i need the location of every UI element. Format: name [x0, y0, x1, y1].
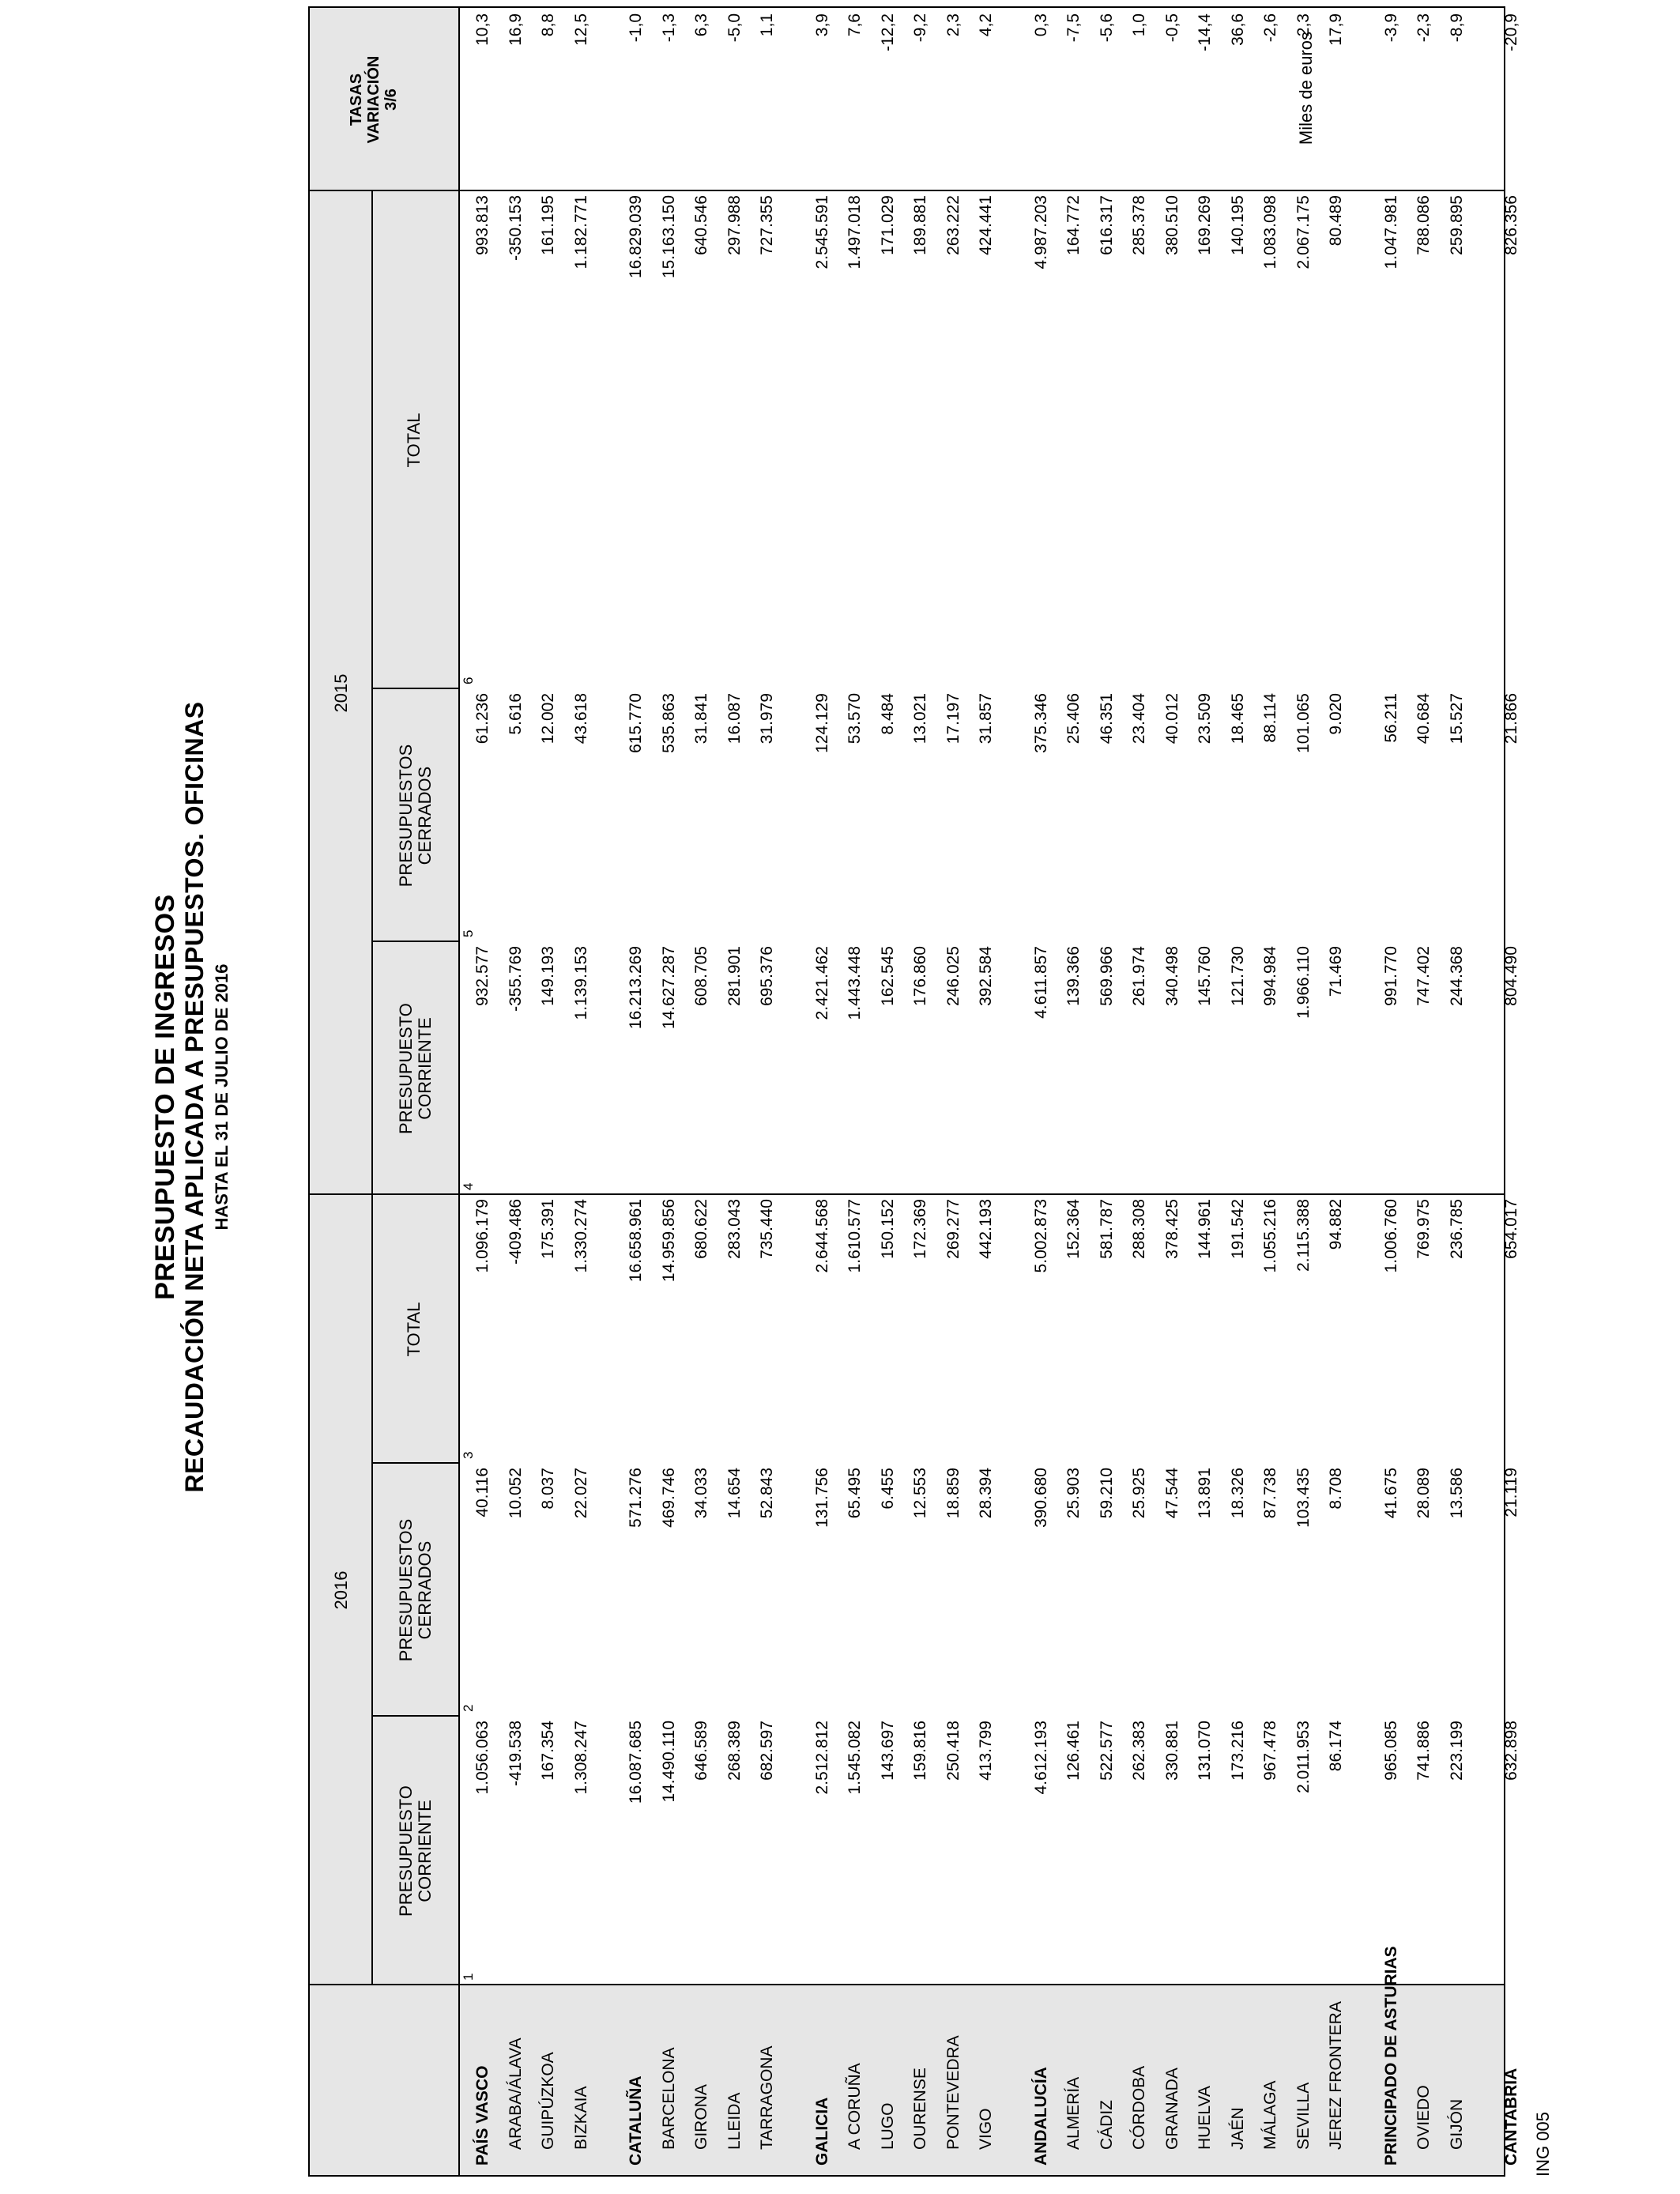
cell-value: 25.903 — [1064, 1468, 1083, 1519]
row-name: OVIEDO — [1414, 2085, 1433, 2150]
cell-value: 7,6 — [846, 13, 864, 37]
cell-value: 632.898 — [1502, 1721, 1520, 1781]
table-row — [943, 8, 965, 2175]
cell-value: 1.966.110 — [1294, 946, 1313, 1019]
cell-value: 1.139.153 — [571, 946, 590, 1020]
cell-value: 6.455 — [878, 1468, 897, 1510]
cell-value: 34.033 — [692, 1468, 710, 1519]
cell-value: -1,3 — [659, 13, 678, 43]
cell-value: 131.070 — [1196, 1721, 1214, 1781]
cell-value: 1.330.274 — [571, 1199, 590, 1273]
cell-value: 40.684 — [1414, 693, 1433, 745]
table-row — [975, 8, 997, 2175]
cell-value: 16.658.961 — [627, 1199, 645, 1283]
cell-value: 1.545.082 — [846, 1721, 864, 1795]
cell-value: 10.052 — [506, 1468, 525, 1519]
row-name: PAÍS VASCO — [473, 2065, 492, 2166]
table-row — [625, 8, 647, 2175]
cell-value: 283.043 — [725, 1199, 744, 1259]
cell-value: 380.510 — [1162, 195, 1181, 255]
cell-value: 9.020 — [1327, 693, 1345, 735]
cell-value: 131.756 — [812, 1468, 831, 1528]
header-line: VARIACIÓN — [365, 55, 382, 144]
cell-value: 59.210 — [1097, 1468, 1116, 1519]
table-row — [812, 8, 834, 2175]
table-row — [1260, 8, 1282, 2175]
cell-value: 262.383 — [1130, 1721, 1148, 1781]
header-line: 3/6 — [382, 89, 400, 111]
cell-value: 56.211 — [1381, 693, 1400, 743]
cell-value: 175.391 — [539, 1199, 557, 1259]
cell-value: 1.083.098 — [1261, 195, 1279, 270]
cell-value: 191.542 — [1228, 1199, 1247, 1259]
cell-value: 569.966 — [1097, 946, 1116, 1006]
cell-value: 246.025 — [944, 946, 962, 1006]
cell-value: 140.195 — [1228, 195, 1247, 255]
header-line: CERRADOS — [415, 766, 435, 865]
report-title: PRESUPUESTO DE INGRESOS — [150, 894, 180, 1300]
cell-value: 15.527 — [1447, 693, 1466, 745]
cell-value: 2.512.812 — [812, 1721, 831, 1795]
cell-value: 162.545 — [878, 946, 897, 1006]
cell-value: 535.863 — [659, 693, 678, 753]
cell-value: 124.129 — [812, 693, 831, 753]
cell-value: 263.222 — [944, 195, 962, 255]
column-number: 4 — [461, 1182, 476, 1190]
table-row — [472, 8, 494, 2175]
header-line: PRESUPUESTO — [396, 1785, 416, 1917]
report-date: HASTA EL 31 DE JULIO DE 2016 — [212, 963, 232, 1231]
cell-value: 43.618 — [571, 693, 590, 745]
cell-value: 616.317 — [1097, 195, 1116, 255]
cell-value: -12,2 — [878, 13, 897, 51]
cell-value: 40.116 — [473, 1468, 492, 1517]
cell-value: 1.006.760 — [1381, 1199, 1400, 1273]
cell-value: 14.654 — [725, 1468, 744, 1519]
cell-value: 1.308.247 — [571, 1721, 590, 1795]
cell-value: 18.465 — [1228, 693, 1247, 745]
cell-value: 640.546 — [692, 195, 710, 255]
row-name: GIJÓN — [1447, 2098, 1466, 2150]
cell-value: 14.959.856 — [659, 1199, 678, 1283]
cell-value: 16.087 — [725, 693, 744, 745]
table-row — [910, 8, 932, 2175]
cell-value: 469.746 — [659, 1468, 678, 1528]
cell-value: 269.277 — [944, 1199, 962, 1259]
cell-value: 21.119 — [1502, 1468, 1520, 1517]
table-row — [1063, 8, 1085, 2175]
column-number: 5 — [461, 929, 476, 937]
row-name: PRINCIPADO DE ASTURIAS — [1381, 1946, 1400, 2166]
cell-value: 680.622 — [692, 1199, 710, 1259]
cell-value: 4.611.857 — [1031, 946, 1050, 1019]
cell-value: 18.326 — [1228, 1468, 1247, 1519]
cell-value: 28.089 — [1414, 1468, 1433, 1519]
table-row — [1162, 8, 1184, 2175]
cell-value: 2.011.953 — [1294, 1721, 1313, 1793]
cell-value: -350.153 — [506, 195, 525, 261]
cell-value: 47.544 — [1162, 1468, 1181, 1519]
cell-value: 87.738 — [1261, 1468, 1279, 1519]
cell-value: 28.394 — [977, 1468, 995, 1519]
cell-value: 375.346 — [1031, 693, 1050, 753]
cell-value: 1.047.981 — [1381, 195, 1400, 270]
cell-value: 2,3 — [944, 13, 962, 37]
cell-value: 2.644.568 — [812, 1199, 831, 1273]
cell-value: 159.816 — [911, 1721, 929, 1781]
cell-value: 424.441 — [977, 195, 995, 255]
table-row — [1325, 8, 1347, 2175]
table-row — [505, 8, 527, 2175]
cell-value: 164.772 — [1064, 195, 1083, 255]
cell-value: 173.216 — [1228, 1721, 1247, 1781]
cell-value: 15.163.150 — [659, 195, 678, 279]
header-line: CORRIENTE — [415, 1017, 435, 1120]
table-row — [1128, 8, 1151, 2175]
cell-value: -7,5 — [1064, 13, 1083, 43]
header-line: PRESUPUESTO — [396, 1003, 416, 1134]
cell-value: 4,2 — [977, 13, 995, 37]
cell-value: 6,3 — [692, 13, 710, 37]
cell-value: 12.553 — [911, 1468, 929, 1519]
cell-value: 161.195 — [539, 195, 557, 255]
cell-value: -0,5 — [1162, 13, 1181, 43]
total-2015-header: TOTAL — [404, 413, 424, 468]
row-name: CÁDIZ — [1097, 2100, 1116, 2150]
cell-value: 735.440 — [758, 1199, 776, 1259]
cell-value: -419.538 — [506, 1721, 525, 1786]
row-name: VIGO — [977, 2108, 995, 2150]
cell-value: 172.369 — [911, 1199, 929, 1259]
cell-value: -2,3 — [1414, 13, 1433, 43]
header-line: PRESUPUESTOS — [396, 744, 416, 888]
row-name: ANDALUCÍA — [1031, 2067, 1050, 2166]
cell-value: 150.152 — [878, 1199, 897, 1259]
row-name: MÁLAGA — [1261, 2080, 1279, 2150]
cell-value: 189.881 — [911, 195, 929, 255]
cell-value: 13.891 — [1196, 1468, 1214, 1519]
table-row — [756, 8, 778, 2175]
cell-value: -14,4 — [1196, 13, 1214, 51]
cell-value: 297.988 — [725, 195, 744, 255]
cell-value: 769.975 — [1414, 1199, 1433, 1259]
cell-value: 244.368 — [1447, 946, 1466, 1006]
cell-value: 10,3 — [473, 13, 492, 46]
cell-value: 13.021 — [911, 693, 929, 745]
cell-value: 103.435 — [1294, 1468, 1313, 1528]
table-row — [658, 8, 680, 2175]
cell-value: 36,6 — [1228, 13, 1247, 46]
cell-value: 2.115.388 — [1294, 1199, 1313, 1272]
column-number: 1 — [461, 1973, 476, 1981]
total-2016-header: TOTAL — [404, 1302, 424, 1357]
cell-value: 86.174 — [1327, 1721, 1345, 1772]
year-2016-header: 2016 — [331, 1570, 351, 1610]
table-row — [1381, 8, 1403, 2175]
cell-value: 932.577 — [473, 946, 492, 1006]
row-name: GUIPÚZKOA — [539, 2052, 557, 2150]
row-name: ARABA/ÁLAVA — [506, 2038, 525, 2150]
cell-value: 1,1 — [758, 13, 776, 37]
table-row — [1096, 8, 1118, 2175]
cell-value: 390.680 — [1031, 1468, 1050, 1528]
cell-value: 250.418 — [944, 1721, 962, 1781]
table-row — [724, 8, 746, 2175]
row-name: SEVILLA — [1294, 2082, 1313, 2150]
cell-value: 16.213.269 — [627, 946, 645, 1030]
cell-value: 413.799 — [977, 1721, 995, 1781]
cell-value: 3,9 — [812, 13, 831, 37]
cell-value: -409.486 — [506, 1199, 525, 1265]
cell-value: 126.461 — [1064, 1721, 1083, 1781]
cell-value: 608.705 — [692, 946, 710, 1006]
row-name: CATALUÑA — [627, 2075, 645, 2166]
cell-value: -20,9 — [1502, 13, 1520, 51]
cell-value: 965.085 — [1381, 1721, 1400, 1781]
row-name: CANTABRIA — [1502, 2068, 1520, 2166]
cell-value: 80.489 — [1327, 195, 1345, 247]
cell-value: 8.037 — [539, 1468, 557, 1510]
cell-value: 281.901 — [725, 946, 744, 1006]
cell-value: 169.269 — [1196, 195, 1214, 255]
cell-value: 826.356 — [1502, 195, 1520, 255]
cell-value: 23.404 — [1130, 693, 1148, 745]
cell-value: 1.497.018 — [846, 195, 864, 270]
cell-value: -5,0 — [725, 13, 744, 43]
cell-value: 25.406 — [1064, 693, 1083, 745]
row-name: CÓRDOBA — [1130, 2065, 1148, 2150]
row-name: JEREZ FRONTERA — [1327, 2001, 1345, 2150]
cell-value: 71.469 — [1327, 946, 1345, 997]
table-row — [1446, 8, 1468, 2175]
cell-value: 392.584 — [977, 946, 995, 1006]
cell-value: 2.067.175 — [1294, 195, 1313, 270]
cell-value: -3,9 — [1381, 13, 1400, 43]
cell-value: -2,6 — [1261, 13, 1279, 43]
cell-value: 615.770 — [627, 693, 645, 753]
report-subtitle: RECAUDACIÓN NETA APLICADA A PRESUPUESTOS. OFICINAS — [180, 701, 209, 1493]
cell-value: 144.961 — [1196, 1199, 1214, 1259]
cell-value: 152.364 — [1064, 1199, 1083, 1259]
cell-value: 646.589 — [692, 1721, 710, 1781]
row-name: TARRAGONA — [758, 2045, 776, 2150]
cell-value: 8.708 — [1327, 1468, 1345, 1510]
cell-value: 741.886 — [1414, 1721, 1433, 1781]
cell-value: 993.813 — [473, 195, 492, 255]
cell-value: 2.545.591 — [812, 195, 831, 270]
table-row — [844, 8, 866, 2175]
cell-value: 5.616 — [506, 693, 525, 735]
table-row — [571, 8, 593, 2175]
row-name: A CORUÑA — [846, 2063, 864, 2150]
cell-value: 1,0 — [1130, 13, 1148, 37]
cell-value: 46.351 — [1097, 693, 1116, 745]
cell-value: 4.612.193 — [1031, 1721, 1050, 1795]
cell-value: 23.509 — [1196, 693, 1214, 745]
cell-value: 101.065 — [1294, 693, 1313, 753]
table-row — [1030, 8, 1053, 2175]
cell-value: 378.425 — [1162, 1199, 1181, 1259]
cell-value: 1.443.448 — [846, 946, 864, 1020]
cell-value: 65.495 — [846, 1468, 864, 1519]
cell-value: 442.193 — [977, 1199, 995, 1259]
cell-value: 2.421.462 — [812, 946, 831, 1020]
row-name: GALICIA — [812, 2097, 831, 2166]
cell-value: 1.096.179 — [473, 1199, 492, 1273]
cell-value: 14.490.110 — [659, 1721, 678, 1803]
cell-value: 788.086 — [1414, 195, 1433, 255]
cell-value: 21.866 — [1502, 693, 1520, 745]
row-name: LUGO — [878, 2102, 897, 2150]
header-line: CERRADOS — [415, 1540, 435, 1640]
cell-value: 139.366 — [1064, 946, 1083, 1006]
row-name: GRANADA — [1162, 2068, 1181, 2150]
table-row — [1413, 8, 1435, 2175]
cell-value: 285.378 — [1130, 195, 1148, 255]
cell-value: 5.002.873 — [1031, 1199, 1050, 1273]
row-name: GIRONA — [692, 2084, 710, 2150]
document-code: ING 005 — [1533, 2112, 1553, 2177]
cell-value: 13.586 — [1447, 1468, 1466, 1519]
cell-value: 8.484 — [878, 693, 897, 735]
cell-value: 994.984 — [1261, 946, 1279, 1006]
cell-value: 31.979 — [758, 693, 776, 745]
cell-value: 12,5 — [571, 13, 590, 46]
cell-value: 41.675 — [1381, 1468, 1400, 1519]
cell-value: 1.056.063 — [473, 1721, 492, 1795]
cell-value: 31.841 — [692, 693, 710, 745]
cell-value: -9,2 — [911, 13, 929, 43]
header-line: TASAS — [348, 73, 365, 126]
cell-value: 268.389 — [725, 1721, 744, 1781]
cell-value: 94.882 — [1327, 1199, 1345, 1250]
cell-value: 12.002 — [539, 693, 557, 745]
table-row — [1194, 8, 1216, 2175]
cell-value: 16,9 — [506, 13, 525, 46]
row-name: BARCELONA — [659, 2047, 678, 2150]
cell-value: 31.857 — [977, 693, 995, 745]
cell-value: 40.012 — [1162, 693, 1181, 745]
cell-value: 522.577 — [1097, 1721, 1116, 1781]
row-name: ALMERÍA — [1064, 2076, 1083, 2150]
cell-value: 804.490 — [1502, 946, 1520, 1006]
cell-value: 171.029 — [878, 195, 897, 255]
column-number: 2 — [461, 1704, 476, 1712]
cell-value: 1.610.577 — [846, 1199, 864, 1273]
cell-value: 8,8 — [539, 13, 557, 37]
table-row — [1293, 8, 1315, 2175]
table-row — [537, 8, 559, 2175]
cell-value: 991.770 — [1381, 946, 1400, 1006]
column-number: 3 — [461, 1451, 476, 1459]
cell-value: 14.627.287 — [659, 946, 678, 1030]
cell-value: 747.402 — [1414, 946, 1433, 1006]
cell-value: 53.570 — [846, 693, 864, 745]
cell-value: 727.355 — [758, 195, 776, 255]
table-row — [877, 8, 899, 2175]
cell-value: 654.017 — [1502, 1199, 1520, 1259]
cell-value: 88.114 — [1261, 693, 1279, 743]
row-name: JAÉN — [1228, 2107, 1247, 2150]
column-number: 6 — [461, 677, 476, 684]
cell-value: 121.730 — [1228, 946, 1247, 1006]
cell-value: 581.787 — [1097, 1199, 1116, 1259]
cell-value: 17.197 — [944, 693, 962, 745]
cell-value: 145.760 — [1196, 946, 1214, 1006]
cell-value: 340.498 — [1162, 946, 1181, 1006]
table-row — [1227, 8, 1249, 2175]
cell-value: 695.376 — [758, 946, 776, 1006]
row-name: BIZKAIA — [571, 2086, 590, 2150]
row-name: OURENSE — [911, 2068, 929, 2150]
cell-value: 16.087.685 — [627, 1721, 645, 1804]
table-row — [1501, 8, 1523, 2175]
cell-value: 1.182.771 — [571, 195, 590, 270]
cell-value: 17,9 — [1327, 13, 1345, 46]
cell-value: -1,0 — [627, 13, 645, 43]
cell-value: 261.974 — [1130, 946, 1148, 1006]
cell-value: 682.597 — [758, 1721, 776, 1781]
table-row — [691, 8, 713, 2175]
year-2015-header: 2015 — [331, 673, 351, 713]
revenue-table — [308, 6, 1520, 2177]
cell-value: 22.027 — [571, 1468, 590, 1519]
cell-value: 18.859 — [944, 1468, 962, 1519]
row-name: PONTEVEDRA — [944, 2035, 962, 2150]
row-name: HUELVA — [1196, 2086, 1214, 2150]
cell-value: 967.478 — [1261, 1721, 1279, 1781]
header-line: CORRIENTE — [415, 1800, 435, 1902]
row-name: LLEIDA — [725, 2092, 744, 2150]
cell-value: 149.193 — [539, 946, 557, 1006]
cell-value: 167.354 — [539, 1721, 557, 1781]
cell-value: 259.895 — [1447, 195, 1466, 255]
cell-value: 288.308 — [1130, 1199, 1148, 1259]
table-body — [310, 8, 1520, 2175]
cell-value: 25.925 — [1130, 1468, 1148, 1519]
cell-value: 223.199 — [1447, 1721, 1466, 1781]
cell-value: 16.829.039 — [627, 195, 645, 279]
cell-value: 52.843 — [758, 1468, 776, 1519]
header-line: PRESUPUESTOS — [396, 1518, 416, 1662]
cell-value: 61.236 — [473, 693, 492, 745]
cell-value: -5,6 — [1097, 13, 1116, 43]
units-label: Miles de euros — [1296, 32, 1316, 145]
cell-value: 2,3 — [1294, 13, 1313, 37]
cell-value: 330.881 — [1162, 1721, 1181, 1781]
cell-value: 176.860 — [911, 946, 929, 1006]
cell-value: 4.987.203 — [1031, 195, 1050, 270]
cell-value: 143.697 — [878, 1721, 897, 1781]
cell-value: -355.769 — [506, 946, 525, 1012]
cell-value: 571.276 — [627, 1468, 645, 1528]
cell-value: -8,9 — [1447, 13, 1466, 43]
cell-value: 1.055.216 — [1261, 1199, 1279, 1273]
cell-value: 236.785 — [1447, 1199, 1466, 1259]
cell-value: 0,3 — [1031, 13, 1050, 37]
